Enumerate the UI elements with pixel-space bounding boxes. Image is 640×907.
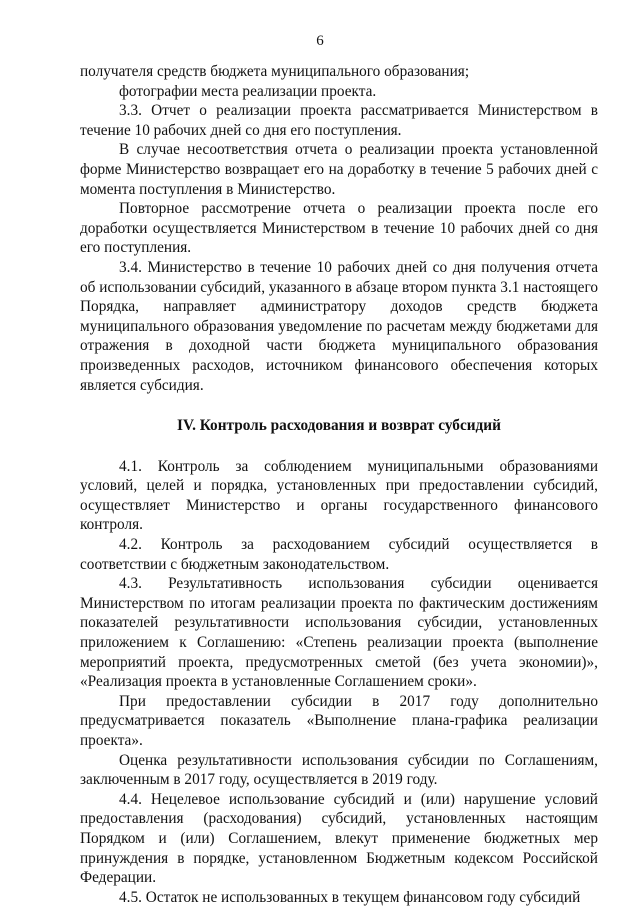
paragraph: При предоставлении субсидии в 2017 году дополнительно предусматривается показатель «Выполнение плана-графика реализации проекта».: [80, 692, 598, 749]
section-4-text: [80, 457, 598, 907]
paragraph: 4.5. Остаток не использованных в текущем финансовом году субсидий: [119, 888, 581, 906]
section-heading: IV. Контроль расходования и возврат субсидий: [177, 417, 501, 435]
paragraph: 4.2. Контроль за расходованием субсидий осуществляется в соответствии с бюджетным законодательством.: [80, 536, 598, 573]
paragraph: 3.3. Отчет о реализации проекта рассматривается Министерством в течение 10 рабочих дней со дня его поступления.: [80, 102, 598, 139]
paragraph: Оценка результативности использования субсидии по Соглашениям, заключенным в 2017 году, осуществляется в 2019 году.: [80, 751, 598, 789]
document-body: [80, 62, 598, 907]
page-number: 6: [316, 33, 324, 49]
paragraph: 4.3. Результативность использования субсидии оценивается Министерством по итогам реализации проекта по фактическим достижениям показателей результативности использования субсидии, установленных приложением к Соглашению: «Степень реализации проекта (выполнение мероприятий проекта, предусмотренных сметой (без учета экономии)», «Реализация проекта в установленные Соглашением сроки».: [80, 575, 598, 691]
paragraph: 3.4. Министерство в течение 10 рабочих дней со дня получения отчета об использовании субсидий, указанного в абзаце втором пункта 3.1 настоящего Порядка, направляет администратору доходов средств бюджета муниципального образования уведомление по расчетам между бюджетами для отражения в доходной части бюджета муниципального образования произведенных расходов, источником финансового обеспечения которых является субсидия.: [80, 258, 598, 394]
paragraph: 4.1. Контроль за соблюдением муниципальными образованиями условий, целей и порядка, установленных при предоставлении субсидий, осуществляет Министерство и органы государственного финансового контроля.: [80, 457, 598, 534]
paragraph: Повторное рассмотрение отчета о реализации проекта после его доработки осуществляется Министерством в течение 10 рабочих дней со дня его поступления.: [80, 200, 598, 257]
paragraph: 4.4. Нецелевое использование субсидий и (или) нарушение условий предоставления (расходования) субсидий, установленных настоящим Порядком и (или) Соглашением, влекут применение бюджетных мер принуждения в порядке, установленном Бюджетным кодексом Российской Федерации.: [80, 790, 598, 887]
section-3-text: [80, 62, 598, 395]
paragraph: В случае несоответствия отчета о реализации проекта установленной форме Министерство возвращает его на доработку в течение 5 рабочих дней с момента поступления в Министерство.: [80, 141, 598, 198]
paragraph: фотографии места реализации проекта.: [119, 82, 377, 100]
paragraph: получателя средств бюджета муниципального образования;: [80, 63, 470, 80]
